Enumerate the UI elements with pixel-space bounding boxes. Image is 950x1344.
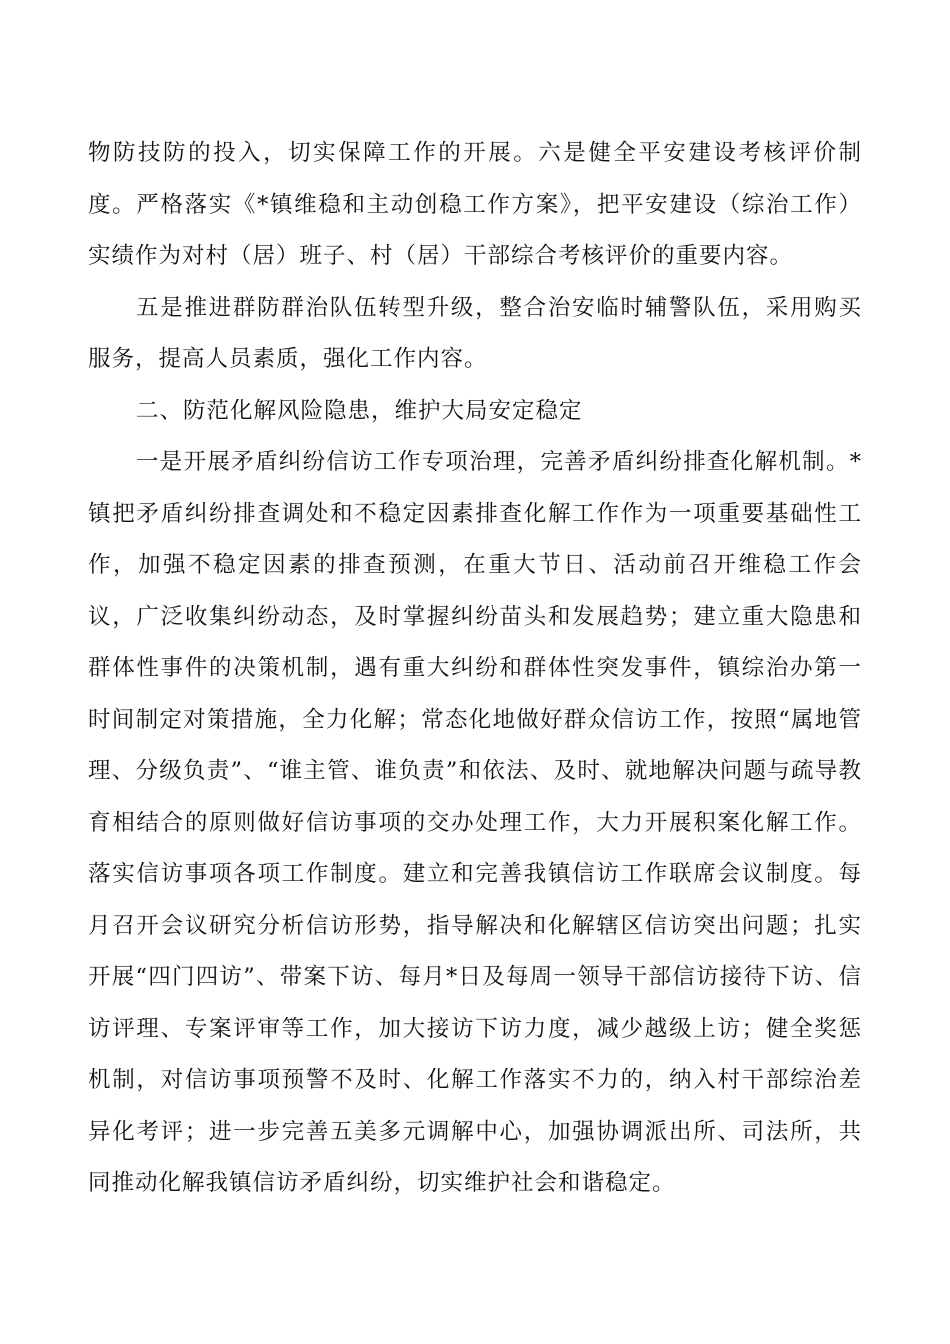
section-heading: 二、防范化解风险隐患，维护大局安定稳定	[136, 397, 583, 424]
paragraph-item-one: 一是开展矛盾纠纷信访工作专项治理，完善矛盾纠纷排查化解机制。*镇把矛盾纠纷排查调处和不稳定因素排查化解工作作为一项重要基础性工作，加强不稳定因素的排查预测，在重大节日、活动前召开维稳工作会议，广泛收集纠纷动态，及时掌握纠纷苗头和发展趋势；建立重大隐患和群体性事件的决策机制，遇有重大纠纷和群体性突发事件，镇综治办第一时间制定对策措施，全力化解；常态化地做好群众信访工作，按照“属地管理、分级负责”、“谁主管、谁负责”和依法、及时、就地解决问题与疏导教育相结合的原则做好信访事项的交办处理工作，大力开展积案化解工作。落实信访事项各项工作制度。建立和完善我镇信访工作联席会议制度。每月召开会议研究分析信访形势，指导解决和化解辖区信访突出问题；扎实开展“四门四访”、带案下访、每月*日及每周一领导干部信访接待下访、信访评理、专案评审等工作，加大接访下访力度，减少越级上访；健全奖惩机制，对信访事项预警不及时、化解工作落实不力的，纳入村干部综治差异化考评；进一步完善五美多元调解中心，加强协调派出所、司法所，共同推动化解我镇信访矛盾纠纷，切实维护社会和谐稳定。	[88, 449, 862, 1196]
paragraph-continued: 物防技防的投入，切实保障工作的开展。六是健全平安建设考核评价制度。严格落实《*镇维稳和主动创稳工作方案》，把平安建设（综治工作）实绩作为对村（居）班子、村（居）干部综合考核评价的重要内容。	[88, 140, 862, 269]
document-body	[88, 128, 862, 1210]
paragraph-item-five: 五是推进群防群治队伍转型升级，整合治安临时辅警队伍，采用购买服务，提高人员素质，强化工作内容。	[88, 294, 862, 372]
